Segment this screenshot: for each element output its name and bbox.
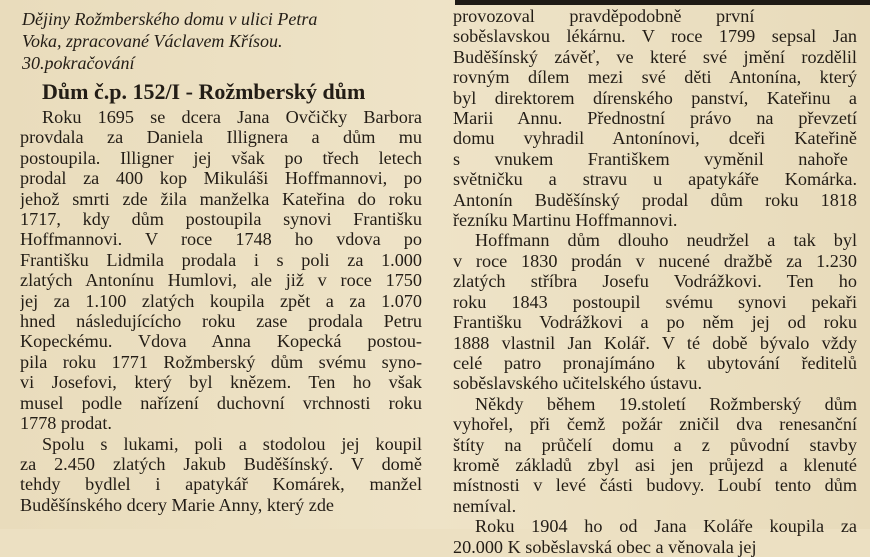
text-line: 20.000 K soběslavská obec a věnovala jej [453,536,757,557]
text-line: Roku 1904 ho od Jana Koláře koupila za [475,516,857,537]
text-line: Kopeckému. Vdova Anna Kopecká postou- [20,331,422,352]
text-line: zlatých Antonínu Humlovi, ale již v roce 1750 [20,270,422,291]
text-line: řezníku Martinu Hoffmannovi. [453,210,678,231]
text-line: Hoffmann dům dlouho neudržel a tak byl [475,230,857,251]
right-column [453,0,857,557]
text-line: vyhořel, při čemž požár zničil dva renesanční [453,414,857,435]
text-line: musel podle nařízení duchovní vrchnosti roku [20,392,422,413]
text-line: světničku a stravu u apatykáře Komárka. [453,169,857,190]
intro-line: 30.pokračování [22,53,135,73]
left-column [20,0,422,515]
text-line: prodal za 400 kop Mikuláši Hoffmannovi, po [20,168,422,189]
text-line: Roku 1695 se dcera Jana Ovčičky Barbora [42,107,422,127]
text-line: Hoffmannovi. V roce 1748 ho vdova po [20,229,422,250]
text-line: domu vyhradil Antonínovi, dceři Kateřině [453,128,857,149]
text-line: postoupila. Illigner jej však po třech letech [20,147,422,168]
text-line: místnosti v levé části budovy. Loubí tento dům [453,475,857,496]
article-paragraph [20,107,422,434]
text-line: tehdy bydlel i apatykář Komárek, manžel [20,474,422,495]
text-line: 1778 prodat. [20,413,112,434]
text-line: byl direktorem dírenského panství, Kateřinu a [453,87,857,108]
article-paragraph [453,394,857,516]
text-line: 1888 vlastnil Jan Kolář. V té době bývalo vždy [453,332,857,353]
text-line: Buděšínský závěť, ve které své jmění rozdělil [453,46,857,67]
article-paragraph [453,6,857,230]
text-line: Františku Vodrážkovi a po něm jej od roku [453,312,857,333]
text-line: Buděšínského dcery Marie Anny, který zde [20,494,334,515]
text-line: štíty na průčelí domu a z původní stavby [453,434,857,455]
text-line: soběslavskou lékárnu. V roce 1799 sepsal Jan [453,26,857,47]
text-line: Marii Annu. Přednostní právo na převzetí [453,108,857,129]
text-line: Františku Lidmila prodala i s poli za 1.000 [20,249,422,270]
intro-line: Dějiny Rožmberského domu v ulici Petra [22,9,318,29]
text-line: vi Josefovi, který byl knězem. Ten ho však [20,372,422,393]
text-line: provdala za Daniela Illignera a dům mu [20,127,422,148]
left-column-body [20,107,422,515]
article-intro [22,8,422,74]
intro-line: Voka, zpracované Václavem Křísou. [22,31,283,51]
text-line: nemíval. [453,495,517,516]
text-line: Antonín Buděšínský prodal dům roku 1818 [453,189,857,210]
article-headline: Dům č.p. 152/I - Rožmberský dům [42,79,366,104]
text-line: hned následujícícho roku zase prodala Petru [20,311,422,332]
text-line: jej za 1.100 zlatých koupila zpět a za 1.070 [20,290,422,311]
text-line: Někdy během 19.století Rožmberský dům [475,393,857,414]
text-line: kromě základů zbyl asi jen průjezd a klenuté [453,454,857,475]
text-line: roku 1843 postoupil svému synovi pekaři [453,291,857,312]
article-paragraph [20,434,422,516]
article-paragraph [453,230,857,393]
text-line: za 2.450 zlatých Jakub Buděšínský. V domě [20,453,422,474]
text-line: provozoval pravděpodobně první [453,6,755,26]
text-line: zlatých stříbra Josefu Vodrážkovi. Ten ho [453,271,857,292]
text-line: pila roku 1771 Rožmberský dům svému syno- [20,351,422,372]
text-line: v roce 1830 prodán v nucené dražbě za 1.230 [453,250,857,271]
text-line: Spolu s lukami, poli a stodolou jej koupil [42,433,422,454]
text-line: 1717, kdy dům postoupila synovi Františku [20,209,422,230]
text-line: celé patro pronajímáno k ubytování ředitelů [453,352,857,373]
article-paragraph [453,516,857,557]
text-line: rovným dílem mezi své děti Antonína, který [453,67,857,88]
text-line: soběslavského učitelského ústavu. [453,373,703,394]
text-line: jehož smrti zde žila manželka Kateřina do roku [20,188,422,209]
text-line: s vnukem Františkem vyměnil nahoře [453,148,848,169]
right-column-body [453,6,857,557]
